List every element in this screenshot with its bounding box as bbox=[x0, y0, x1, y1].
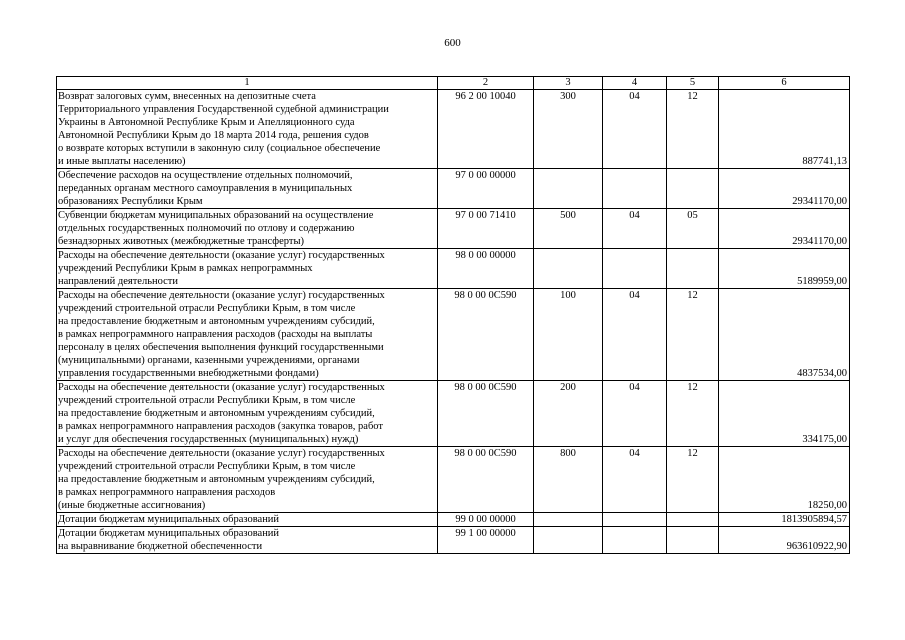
section-cell: 04 bbox=[603, 90, 667, 169]
expense-name-cell: Возврат залоговых сумм, внесенных на депозитные счета Территориального управления Государственной судебной администрации Украины в Автономной Республике Крым и Апелляционного суда Автономной Республики Крым до 18 марта 2014 года, решения судов о возврате которых вступили в законную силу (социальное обеспечение и иные выплаты населению) bbox=[57, 90, 438, 169]
table-header-row bbox=[57, 77, 850, 90]
subsection-cell: 12 bbox=[667, 90, 719, 169]
amount-cell: 5189959,00 bbox=[719, 249, 850, 289]
subsection-cell: 12 bbox=[667, 289, 719, 381]
subsection-cell: 12 bbox=[667, 447, 719, 513]
expense-name-cell: Расходы на обеспечение деятельности (оказание услуг) государственных учреждений строительной отрасли Республики Крым, в том числе на предоставление бюджетным и автономным учреждениям субсидий, в рамках непрограммного направления расходов (иные бюджетные ассигнования) bbox=[57, 447, 438, 513]
table-row bbox=[57, 513, 850, 527]
expense-type-cell: 500 bbox=[534, 209, 603, 249]
subsection-cell: 12 bbox=[667, 381, 719, 447]
expense-name-cell: Обеспечение расходов на осуществление отдельных полномочий, переданных органам местного самоуправления в муниципальных образованиях Республики Крым bbox=[57, 169, 438, 209]
amount-cell: 29341170,00 bbox=[719, 209, 850, 249]
amount-cell: 4837534,00 bbox=[719, 289, 850, 381]
subsection-cell bbox=[667, 249, 719, 289]
column-header: 3 bbox=[534, 77, 603, 90]
amount-cell: 18250,00 bbox=[719, 447, 850, 513]
column-header: 2 bbox=[438, 77, 534, 90]
table-row bbox=[57, 209, 850, 249]
section-cell: 04 bbox=[603, 209, 667, 249]
amount-cell: 887741,13 bbox=[719, 90, 850, 169]
expense-type-cell: 200 bbox=[534, 381, 603, 447]
expense-type-cell bbox=[534, 527, 603, 554]
expense-type-cell bbox=[534, 249, 603, 289]
table-row bbox=[57, 447, 850, 513]
expense-type-cell bbox=[534, 169, 603, 209]
subsection-cell bbox=[667, 169, 719, 209]
table-row bbox=[57, 289, 850, 381]
column-header: 1 bbox=[57, 77, 438, 90]
table-row bbox=[57, 90, 850, 169]
table-row bbox=[57, 249, 850, 289]
expense-type-cell: 800 bbox=[534, 447, 603, 513]
table-row bbox=[57, 381, 850, 447]
expense-name-cell: Расходы на обеспечение деятельности (оказание услуг) государственных учреждений Республики Крым в рамках непрограммных направлений деятельности bbox=[57, 249, 438, 289]
target-code-cell: 99 1 00 00000 bbox=[438, 527, 534, 554]
amount-cell: 963610922,90 bbox=[719, 527, 850, 554]
target-code-cell: 98 0 00 0C590 bbox=[438, 447, 534, 513]
expense-type-cell: 300 bbox=[534, 90, 603, 169]
column-header: 6 bbox=[719, 77, 850, 90]
target-code-cell: 98 0 00 0C590 bbox=[438, 381, 534, 447]
subsection-cell bbox=[667, 527, 719, 554]
expense-name-cell: Дотации бюджетам муниципальных образований bbox=[57, 513, 438, 527]
column-header: 5 bbox=[667, 77, 719, 90]
section-cell: 04 bbox=[603, 447, 667, 513]
target-code-cell: 97 0 00 00000 bbox=[438, 169, 534, 209]
column-header: 4 bbox=[603, 77, 667, 90]
target-code-cell: 96 2 00 10040 bbox=[438, 90, 534, 169]
section-cell bbox=[603, 249, 667, 289]
section-cell: 04 bbox=[603, 381, 667, 447]
table-row bbox=[57, 169, 850, 209]
expense-name-cell: Субвенции бюджетам муниципальных образований на осуществление отдельных государственных полномочий по отлову и содержанию безнадзорных животных (межбюджетные трансферты) bbox=[57, 209, 438, 249]
section-cell bbox=[603, 527, 667, 554]
target-code-cell: 97 0 00 71410 bbox=[438, 209, 534, 249]
subsection-cell bbox=[667, 513, 719, 527]
page-number: 600 bbox=[444, 37, 461, 49]
amount-cell: 29341170,00 bbox=[719, 169, 850, 209]
section-cell: 04 bbox=[603, 289, 667, 381]
expense-name-cell: Дотации бюджетам муниципальных образований на выравнивание бюджетной обеспеченности bbox=[57, 527, 438, 554]
budget-table bbox=[56, 76, 850, 554]
target-code-cell: 99 0 00 00000 bbox=[438, 513, 534, 527]
expense-type-cell bbox=[534, 513, 603, 527]
amount-cell: 334175,00 bbox=[719, 381, 850, 447]
subsection-cell: 05 bbox=[667, 209, 719, 249]
table-row bbox=[57, 527, 850, 554]
expense-name-cell: Расходы на обеспечение деятельности (оказание услуг) государственных учреждений строительной отрасли Республики Крым, в том числе на предоставление бюджетным и автономным учреждениям субсидий, в рамках непрограммного направления расходов (закупка товаров, работ и услуг для обеспечения государственных (муниципальных) нужд) bbox=[57, 381, 438, 447]
target-code-cell: 98 0 00 00000 bbox=[438, 249, 534, 289]
expense-type-cell: 100 bbox=[534, 289, 603, 381]
amount-cell: 1813905894,57 bbox=[719, 513, 850, 527]
section-cell bbox=[603, 513, 667, 527]
target-code-cell: 98 0 00 0C590 bbox=[438, 289, 534, 381]
section-cell bbox=[603, 169, 667, 209]
expense-name-cell: Расходы на обеспечение деятельности (оказание услуг) государственных учреждений строительной отрасли Республики Крым, в том числе на предоставление бюджетным и автономным учреждениям субсидий, в рамках непрограммного направления расходов (расходы на выплаты персоналу в целях обеспечения выполнения функций государственными (муниципальными) органами, казенными учреждениями, органами управления государственными внебюджетными фондами) bbox=[57, 289, 438, 381]
